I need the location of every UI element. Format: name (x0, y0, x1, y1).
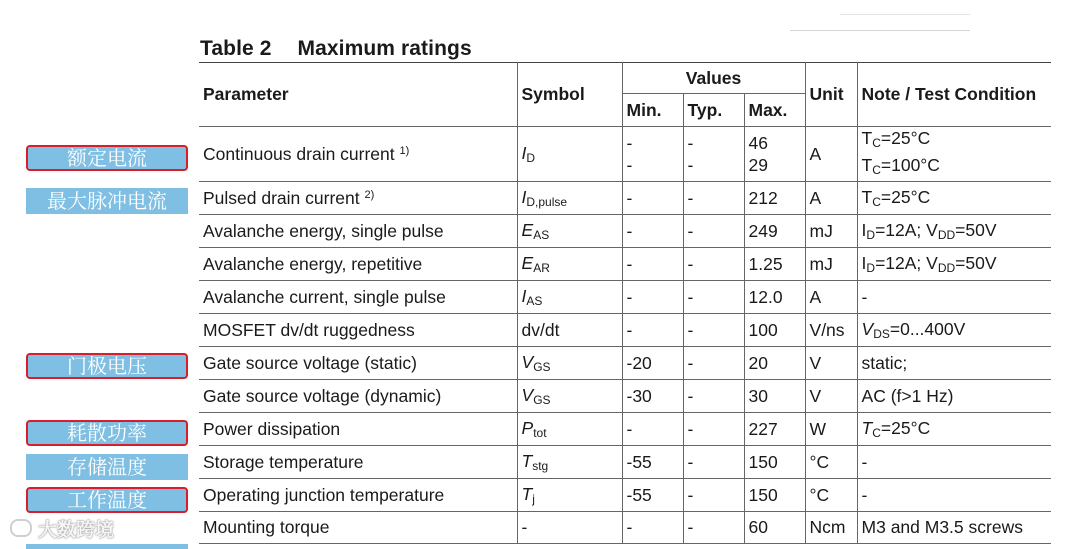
table-row (199, 413, 1051, 446)
table-row (199, 281, 1051, 314)
watermark-logo-icon (10, 519, 32, 537)
typ-cell: - (683, 215, 744, 248)
table-row (199, 182, 1051, 215)
min-cell: -55 (622, 446, 683, 479)
note-cell: $V_{DS}=0...400V$ (857, 314, 1051, 347)
note-cell: M3 and M3.5 screws (857, 512, 1051, 544)
max-cell: 150 (744, 479, 805, 512)
header-symbol: Symbol (517, 63, 622, 127)
table-title (200, 37, 472, 61)
max-cell: 12.0 (744, 281, 805, 314)
note-cell: - (857, 479, 1051, 512)
symbol-cell: $T_{stg}$ (517, 446, 622, 479)
typ-cell: - (683, 512, 744, 544)
annotation-max-pulse-current: 最大脉冲电流 (26, 188, 188, 214)
param-cell: Avalanche energy, single pulse (199, 215, 517, 248)
min-cell: -55 (622, 479, 683, 512)
symbol-cell: $V_{GS}$ (517, 380, 622, 413)
symbol-cell: - (517, 512, 622, 544)
symbol-cell: $P_{tot}$ (517, 413, 622, 446)
param-cell: MOSFET dv/dt ruggedness (199, 314, 517, 347)
max-cell: 1.25 (744, 248, 805, 281)
symbol-cell: $I_{D,pulse}$ (517, 182, 622, 215)
typ-cell: - (683, 314, 744, 347)
max-cell: 249 (744, 215, 805, 248)
max-cell: 150 (744, 446, 805, 479)
typ-cell: - (683, 479, 744, 512)
annotation-cropped (26, 544, 188, 549)
note-cell: - (857, 281, 1051, 314)
symbol-cell: dv/dt (517, 314, 622, 347)
header-unit: Unit (805, 63, 857, 127)
typ-cell: - (683, 347, 744, 380)
param-cell: Mounting torque (199, 512, 517, 544)
unit-cell: A (805, 127, 857, 182)
header-min: Min. (622, 94, 683, 127)
min-cell: - (622, 512, 683, 544)
min-cell: - (622, 248, 683, 281)
annotation-storage-temp: 存储温度 (26, 454, 188, 480)
max-cell: 46 29 (744, 127, 805, 182)
min-cell: -30 (622, 380, 683, 413)
maximum-ratings-table (199, 62, 1051, 544)
annotation-gate-voltage: 门极电压 (26, 353, 188, 379)
min-cell: - (622, 281, 683, 314)
param-cell: Gate source voltage (dynamic) (199, 380, 517, 413)
typ-cell: - - (683, 127, 744, 182)
header-note: Note / Test Condition (857, 63, 1051, 127)
min-cell: - - (622, 127, 683, 182)
max-cell: 20 (744, 347, 805, 380)
symbol-cell: $E_{AS}$ (517, 215, 622, 248)
typ-cell: - (683, 248, 744, 281)
typ-cell: - (683, 281, 744, 314)
table-row (199, 347, 1051, 380)
table-row (199, 127, 1051, 182)
decorative-line (840, 14, 970, 15)
unit-cell: A (805, 182, 857, 215)
annotation-operating-temp: 工作温度 (26, 487, 188, 513)
table-row (199, 314, 1051, 347)
max-cell: 227 (744, 413, 805, 446)
typ-cell: - (683, 380, 744, 413)
min-cell: - (622, 413, 683, 446)
unit-cell: Ncm (805, 512, 857, 544)
param-cell: Avalanche current, single pulse (199, 281, 517, 314)
unit-cell: V (805, 380, 857, 413)
table-caption: Maximum ratings (297, 37, 472, 60)
note-cell: $I_D=12A$; $V_{DD}=50V$ (857, 248, 1051, 281)
param-cell: Storage temperature (199, 446, 517, 479)
note-cell: AC (f>1 Hz) (857, 380, 1051, 413)
table-row (199, 479, 1051, 512)
unit-cell: V/ns (805, 314, 857, 347)
min-cell: - (622, 182, 683, 215)
typ-cell: - (683, 182, 744, 215)
unit-cell: °C (805, 446, 857, 479)
header-max: Max. (744, 94, 805, 127)
min-cell: - (622, 314, 683, 347)
max-cell: 212 (744, 182, 805, 215)
symbol-cell: $T_j$ (517, 479, 622, 512)
max-cell: 60 (744, 512, 805, 544)
table-row (199, 215, 1051, 248)
header-row (199, 63, 1051, 94)
typ-cell: - (683, 446, 744, 479)
param-cell: Operating junction temperature (199, 479, 517, 512)
unit-cell: mJ (805, 215, 857, 248)
annotation-rated-current: 额定电流 (26, 145, 188, 171)
min-cell: - (622, 215, 683, 248)
table-row (199, 380, 1051, 413)
unit-cell: W (805, 413, 857, 446)
symbol-cell: $I_D$ (517, 127, 622, 182)
header-values: Values (622, 63, 805, 94)
param-cell: Power dissipation (199, 413, 517, 446)
note-cell: $T_C=25^\circ C$ (857, 413, 1051, 446)
unit-cell: A (805, 281, 857, 314)
unit-cell: V (805, 347, 857, 380)
unit-cell: °C (805, 479, 857, 512)
note-cell: $I_D=12A$; $V_{DD}=50V$ (857, 215, 1051, 248)
table-number: Table 2 (200, 37, 272, 60)
table-row (199, 446, 1051, 479)
symbol-cell: $I_{AS}$ (517, 281, 622, 314)
note-cell: $T_C=25^\circ C$ $T_C=100^\circ C$ (857, 127, 1051, 182)
header-typ: Typ. (683, 94, 744, 127)
watermark: 大数跨境 (10, 515, 114, 542)
symbol-cell: $V_{GS}$ (517, 347, 622, 380)
param-cell: Gate source voltage (static) (199, 347, 517, 380)
header-parameter: Parameter (199, 63, 517, 127)
symbol-cell: $E_{AR}$ (517, 248, 622, 281)
annotation-power-dissipation: 耗散功率 (26, 420, 188, 446)
note-cell: $T_C=25^\circ C$ (857, 182, 1051, 215)
param-cell: Avalanche energy, repetitive (199, 248, 517, 281)
unit-cell: mJ (805, 248, 857, 281)
min-cell: -20 (622, 347, 683, 380)
param-cell: Continuous drain current $^{1)}$ (199, 127, 517, 182)
note-cell: - (857, 446, 1051, 479)
table-row (199, 248, 1051, 281)
table-row (199, 512, 1051, 544)
typ-cell: - (683, 413, 744, 446)
note-cell: static; (857, 347, 1051, 380)
max-cell: 30 (744, 380, 805, 413)
param-cell: Pulsed drain current $^{2)}$ (199, 182, 517, 215)
decorative-line (790, 30, 970, 31)
max-cell: 100 (744, 314, 805, 347)
